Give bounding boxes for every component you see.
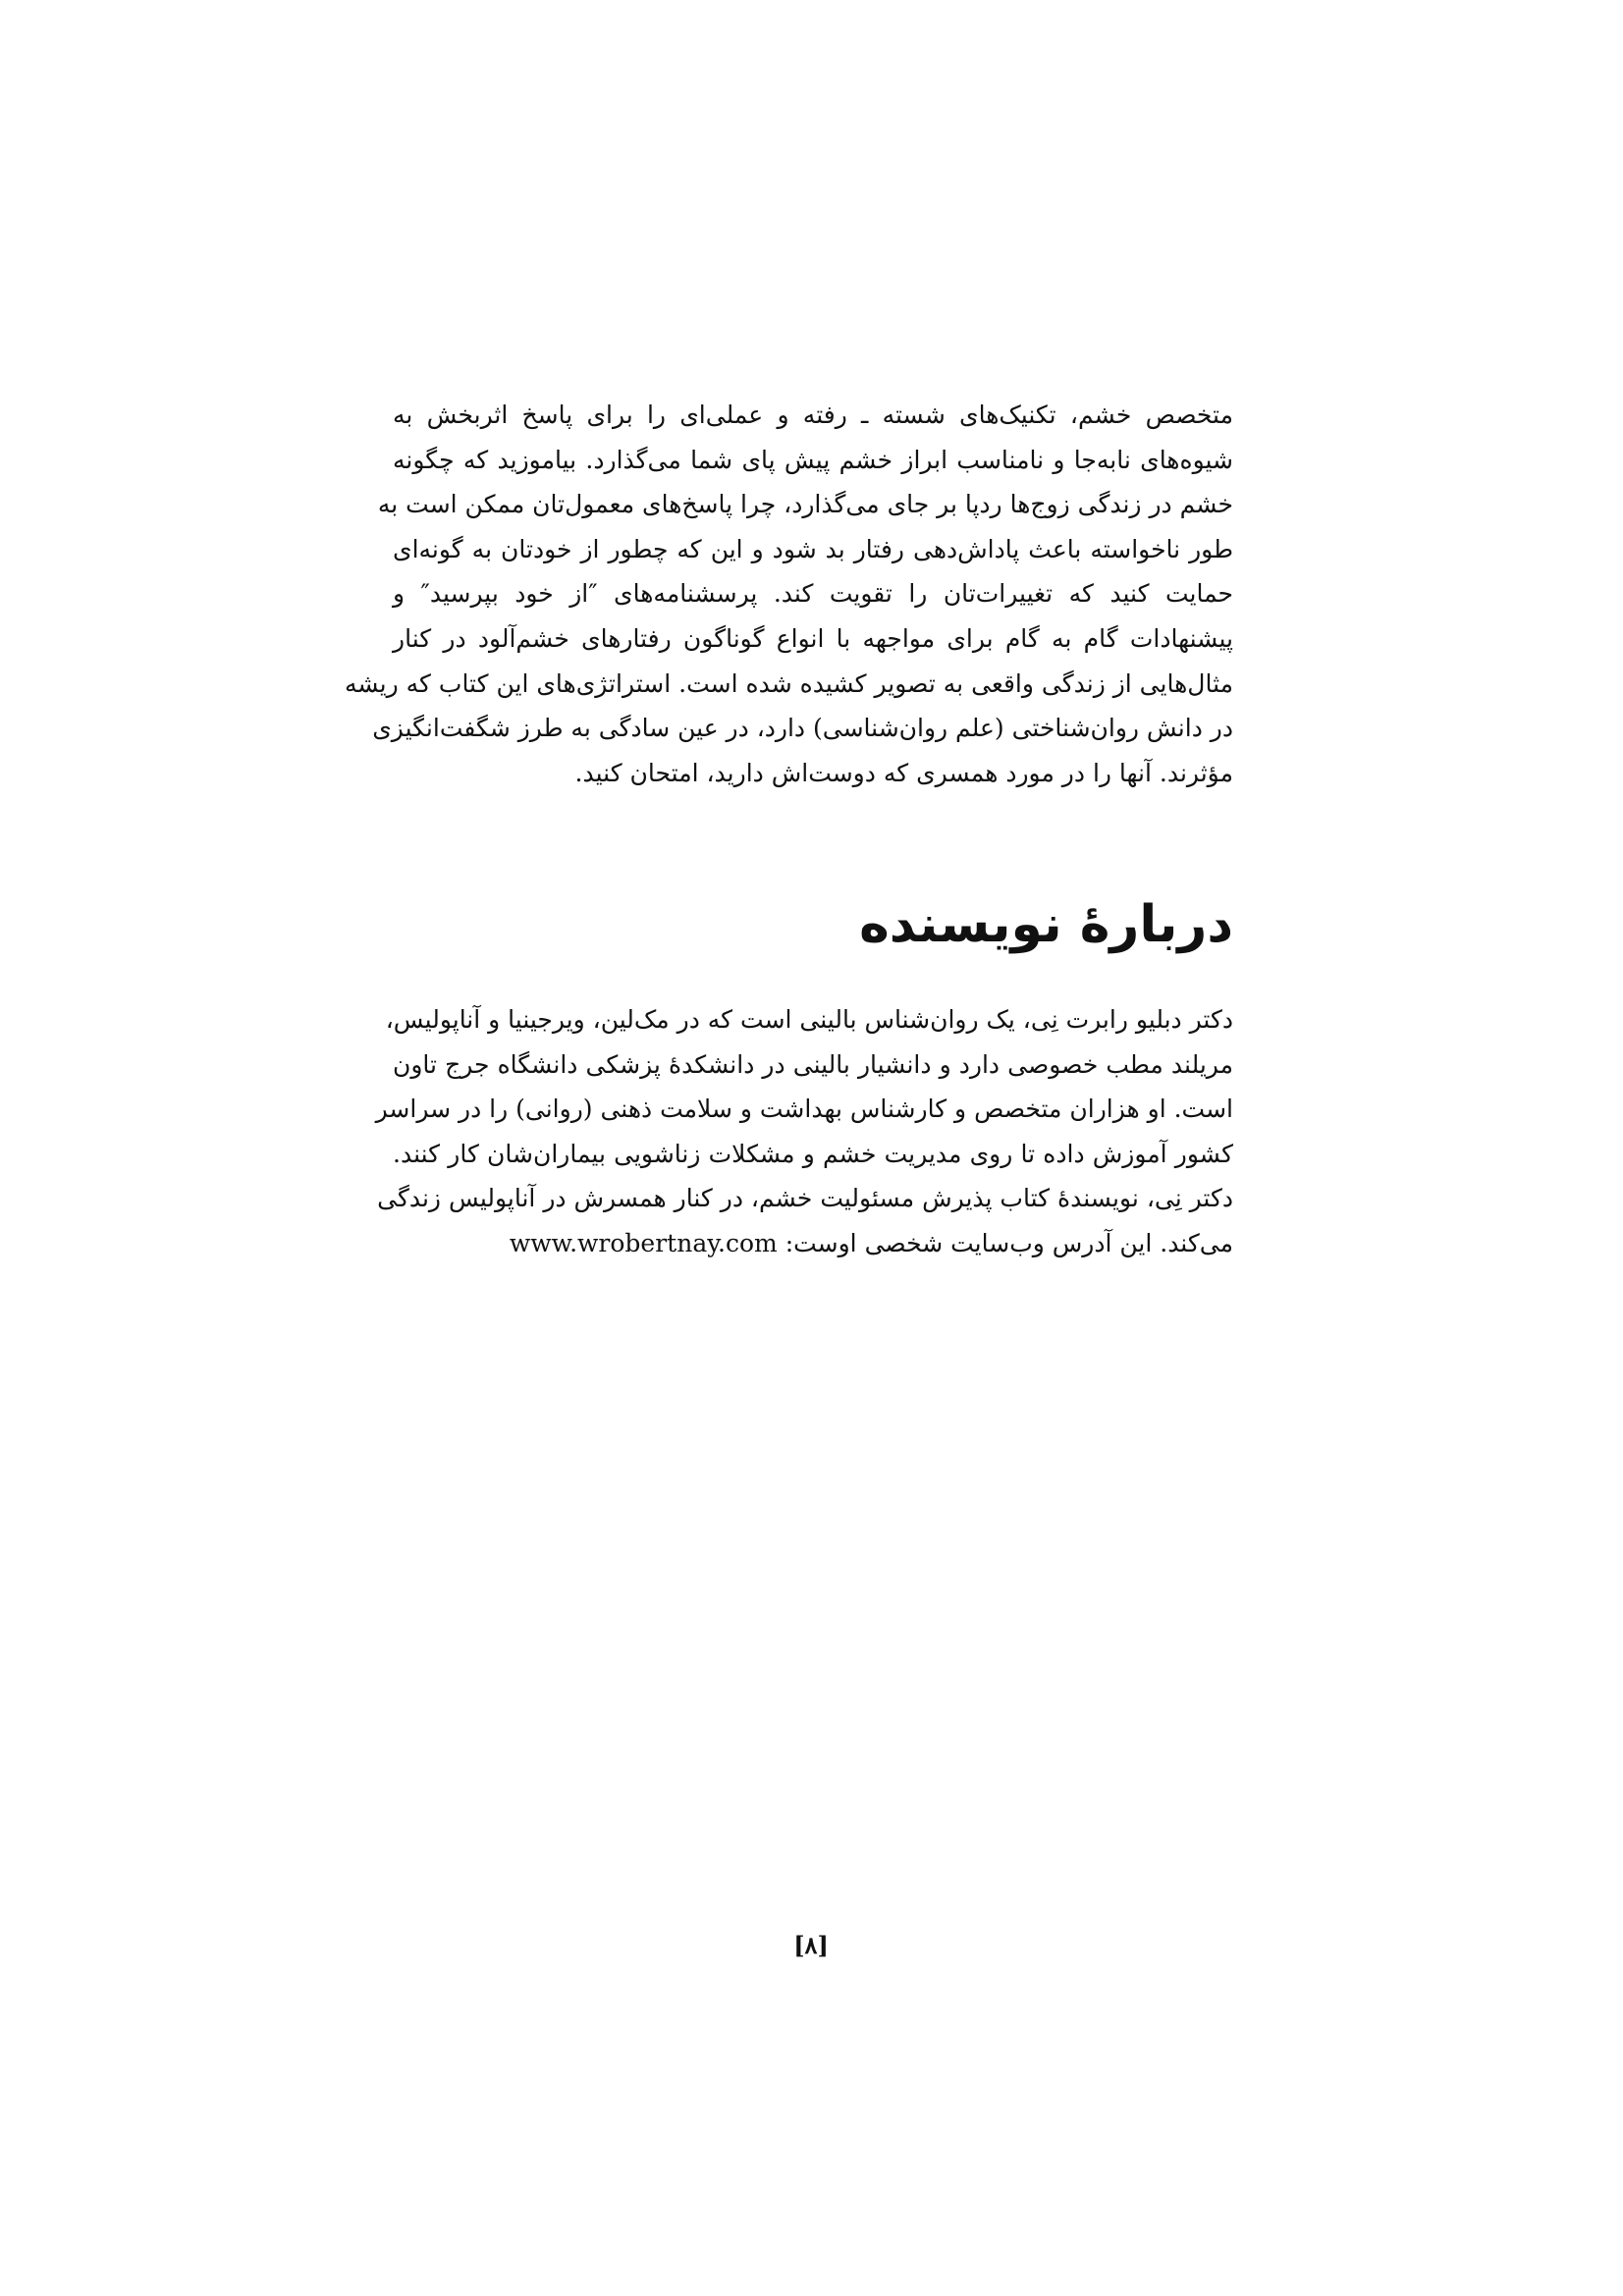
about-author-paragraph: [375, 997, 1233, 1266]
intro-line: متخصص خشم، تکنیک‌های شسته ـ رفته و عملی‌ای را برای پاسخ اثربخش به: [393, 400, 1233, 429]
about-line: است. او هزاران متخصص و کارشناس بهداشت و سلامت ذهنی (روانی) را در سراسر: [375, 1095, 1233, 1124]
intro-line: حمایت کنید که تغییرات‌تان را تقویت کند. پرسشنامه‌های ″از خود بپرسید″ و: [393, 579, 1233, 609]
intro-paragraph: [344, 393, 1233, 795]
about-line: کشور آموزش داده تا روی مدیریت خشم و مشکلات زناشویی بیماران‌شان کار کنند.: [393, 1139, 1233, 1168]
author-website-url: www.wrobertnay.com: [509, 1228, 778, 1257]
intro-line: مؤثرند. آنها را در مورد همسری که دوست‌اش دارید، امتحان کنید.: [574, 758, 1233, 787]
page-number: [۸]: [793, 1931, 829, 1959]
intro-line: خشم در زندگی زوج‌ها ردپا بر جای می‌گذارد، چرا پاسخ‌های معمول‌تان ممکن است به: [377, 490, 1233, 519]
intro-line: پیشنهادات گام به گام برای مواجهه با انواع گوناگون رفتارهای خشم‌آلود در کنار: [393, 623, 1233, 653]
intro-line: شیوه‌های نابه‌جا و نامناسب ابراز خشم پیش پای شما می‌گذارد. بیاموزید که چگونه: [393, 445, 1233, 474]
about-line: دکتر دبلیو رابرت نِی، یک روان‌شناس بالینی است که در مک‌لین، ویرجینیا و آناپولیس،: [385, 1005, 1233, 1034]
about-last-line-text: می‌کند. این آدرس وب‌سایت شخصی اوست:: [784, 1228, 1233, 1257]
about-last-line: [393, 1221, 1233, 1266]
intro-line: مثال‌هایی از زندگی واقعی به تصویر کشیده شده است. استراتژی‌های این کتاب که ریشه: [344, 668, 1233, 698]
about-line: مریلند مطب خصوصی دارد و دانشیار بالینی در دانشکدهٔ پزشکی دانشگاه جرج تاون: [393, 1049, 1233, 1079]
intro-line: در دانش روان‌شناختی (علم روان‌شناسی) دارد، در عین سادگی به طرز شگفت‌انگیزی: [372, 714, 1233, 743]
section-heading: دربارهٔ نویسنده: [859, 895, 1233, 954]
intro-line: طور ناخواسته باعث پاداش‌دهی رفتار بد شود و این که چطور از خودتان به گونه‌ای: [393, 534, 1233, 563]
about-line: دکتر نِی، نویسندهٔ کتاب پذیرش مسئولیت خشم، در کنار همسرش در آناپولیس زندگی: [377, 1184, 1233, 1213]
